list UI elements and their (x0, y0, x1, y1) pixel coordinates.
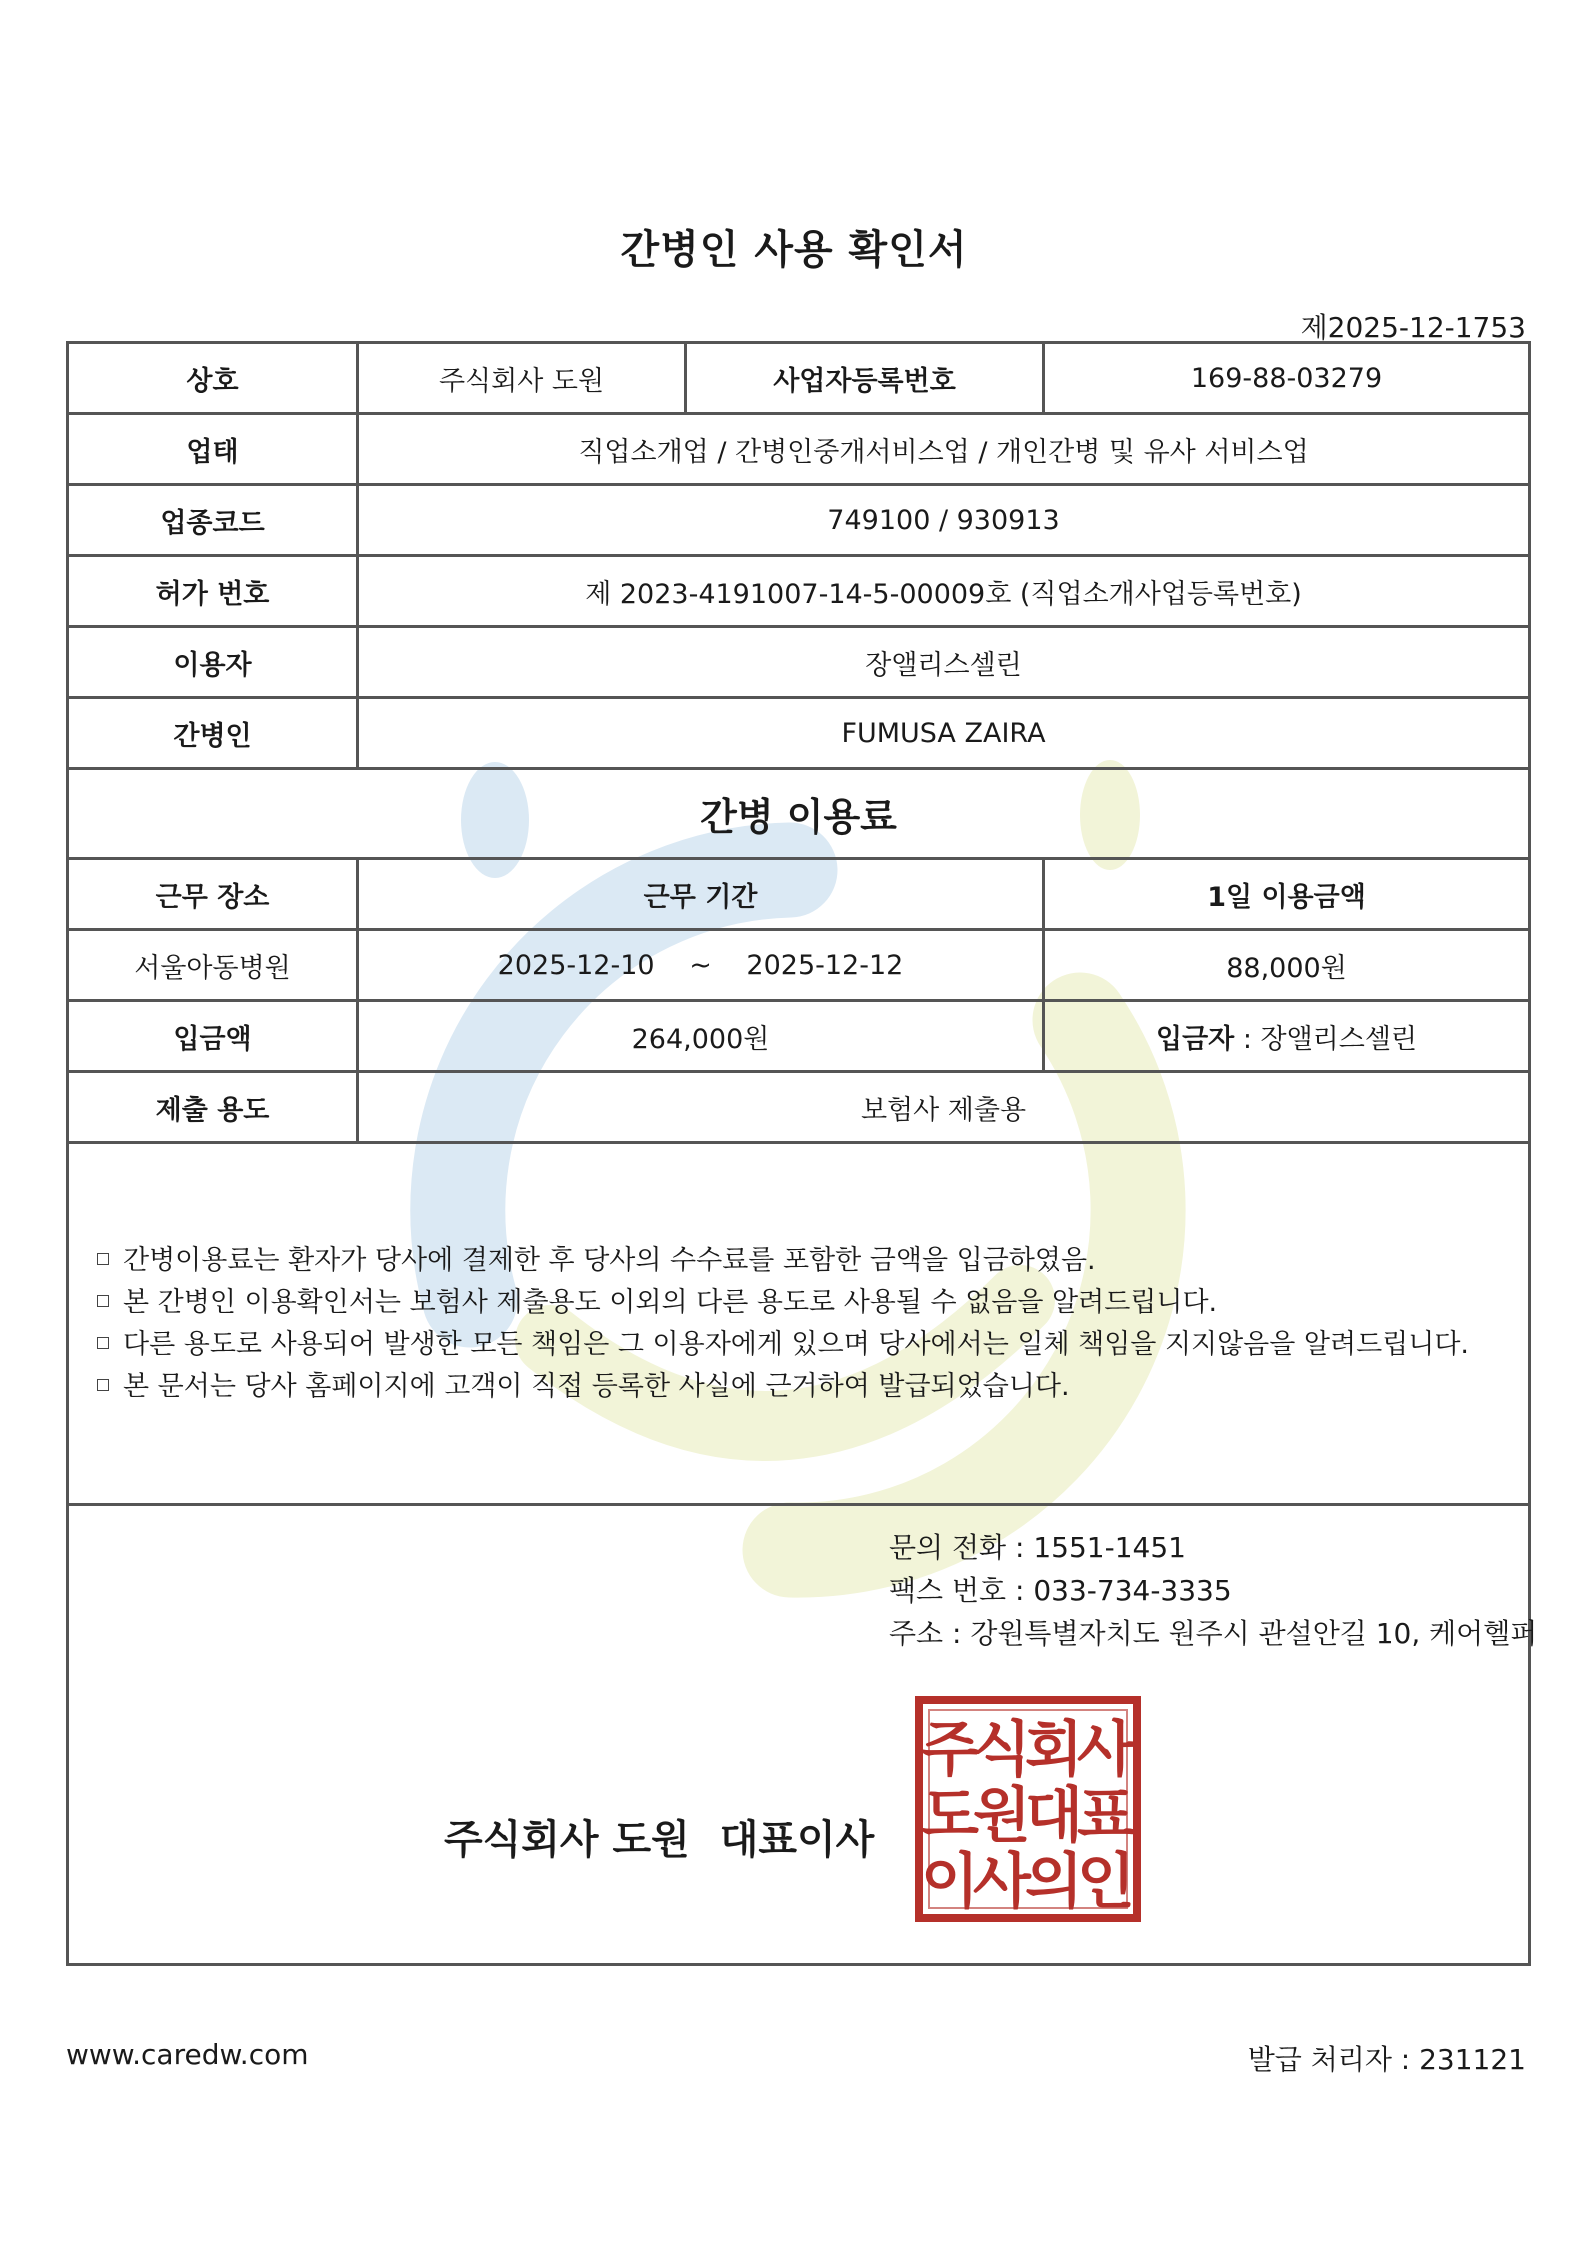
value-user: 장앨리스셀린 (358, 627, 1530, 698)
label-user: 이용자 (68, 627, 358, 698)
value-business-name: 주식회사 도원 (358, 343, 686, 414)
label-work-period: 근무 기간 (358, 859, 1044, 930)
seal-character: 이 (921, 1847, 979, 1917)
document-number: 제2025-12-1753 (1300, 311, 1526, 344)
label-business-type: 업태 (68, 414, 358, 485)
signature-company (444, 1808, 874, 1865)
label-industry-code: 업종코드 (68, 485, 358, 556)
label-registration-number: 사업자등록번호 (686, 343, 1044, 414)
notes-cell (68, 1143, 1530, 1505)
depositor-cell (1044, 1001, 1530, 1072)
seal-character: 사 (1077, 1715, 1135, 1785)
label-permit-number: 허가 번호 (68, 556, 358, 627)
confirmation-table (66, 341, 1538, 1966)
row-fee-values (68, 930, 1530, 1001)
document-title: 간병인 사용 확인서 (620, 227, 968, 273)
bullet-square-icon (97, 1337, 109, 1349)
footer-website: www.caredw.com (66, 2038, 309, 2071)
contact-phone: 문의 전화 : 1551-1451 (889, 1531, 1186, 1564)
row-notes (68, 1143, 1530, 1505)
row-signature (68, 1505, 1530, 1965)
label-caregiver: 간병인 (68, 698, 358, 769)
period-start: 2025-12-10 (497, 949, 655, 981)
note-item: 다른 용도로 사용되어 발생한 모든 책임은 그 이용자에게 있으며 당사에서는 일체 책임을 지지않음을 알려드립니다. (93, 1324, 1504, 1366)
row-business-name (68, 343, 1530, 414)
seal-character: 회 (1025, 1715, 1083, 1785)
value-work-period (358, 930, 1044, 1001)
row-deposit (68, 1001, 1530, 1072)
value-registration-number: 169-88-03279 (1044, 343, 1530, 414)
seal-character: 주 (921, 1715, 979, 1785)
label-daily-fee: 1일 이용금액 (1044, 859, 1530, 930)
label-purpose: 제출 용도 (68, 1072, 358, 1143)
company-seal-stamp (915, 1696, 1141, 1922)
bullet-square-icon (97, 1295, 109, 1307)
row-permit-number (68, 556, 1530, 627)
seal-character: 사 (973, 1847, 1031, 1917)
label-depositor: 입금자 (1155, 1023, 1235, 1055)
value-purpose: 보험사 제출용 (358, 1072, 1530, 1143)
seal-character: 인 (1077, 1847, 1135, 1917)
seal-character: 대 (1025, 1781, 1083, 1851)
seal-character: 의 (1025, 1847, 1083, 1917)
value-deposit-amount: 264,000원 (358, 1001, 1044, 1072)
label-business-name: 상호 (68, 343, 358, 414)
value-work-place: 서울아동병원 (68, 930, 358, 1001)
row-purpose (68, 1072, 1530, 1143)
depositor-separator: : (1234, 1023, 1261, 1055)
contact-fax: 팩스 번호 : 033-734-3335 (889, 1574, 1232, 1607)
row-caregiver (68, 698, 1530, 769)
signature-cell (68, 1505, 1538, 1965)
seal-character: 원 (973, 1781, 1031, 1851)
seal-character: 표 (1077, 1781, 1135, 1851)
value-caregiver: FUMUSA ZAIRA (358, 698, 1530, 769)
row-fee-title (68, 769, 1530, 859)
bullet-square-icon (97, 1253, 109, 1265)
contact-info (889, 1526, 1537, 1655)
value-depositor: 장앨리스셀린 (1260, 1023, 1417, 1055)
note-item: 본 간병인 이용확인서는 보험사 제출용도 이외의 다른 용도로 사용될 수 없음을 알려드립니다. (93, 1282, 1504, 1324)
note-item: 본 문서는 당사 홈페이지에 고객이 직접 등록한 사실에 근거하여 발급되었습니다. (93, 1366, 1504, 1408)
signature-role: 대표이사 (719, 1817, 875, 1863)
section-title-fee: 간병 이용료 (68, 769, 1530, 859)
footer-issuer: 발급 처리자 : 231121 (1247, 2043, 1526, 2076)
signature-company-name: 주식회사 도원 (444, 1817, 690, 1863)
label-work-place: 근무 장소 (68, 859, 358, 930)
row-user (68, 627, 1530, 698)
row-fee-headers (68, 859, 1530, 930)
seal-character: 식 (973, 1715, 1031, 1785)
label-deposit-amount: 입금액 (68, 1001, 358, 1072)
value-permit-number: 제 2023-4191007-14-5-00009호 (직업소개사업등록번호) (358, 556, 1530, 627)
period-separator: ~ (689, 949, 712, 981)
value-business-type: 직업소개업 / 간병인중개서비스업 / 개인간병 및 유사 서비스업 (358, 414, 1530, 485)
row-industry-code (68, 485, 1530, 556)
bullet-square-icon (97, 1379, 109, 1391)
period-end: 2025-12-12 (746, 949, 904, 981)
contact-address: 주소 : 강원특별자치도 원주시 관설안길 10, 케어헬퍼 (889, 1617, 1538, 1650)
row-business-type (68, 414, 1530, 485)
note-item: 간병이용료는 환자가 당사에 결제한 후 당사의 수수료를 포함한 금액을 입금하였음. (93, 1240, 1504, 1282)
seal-character: 도 (921, 1781, 979, 1851)
value-industry-code: 749100 / 930913 (358, 485, 1530, 556)
value-daily-fee: 88,000원 (1044, 930, 1530, 1001)
